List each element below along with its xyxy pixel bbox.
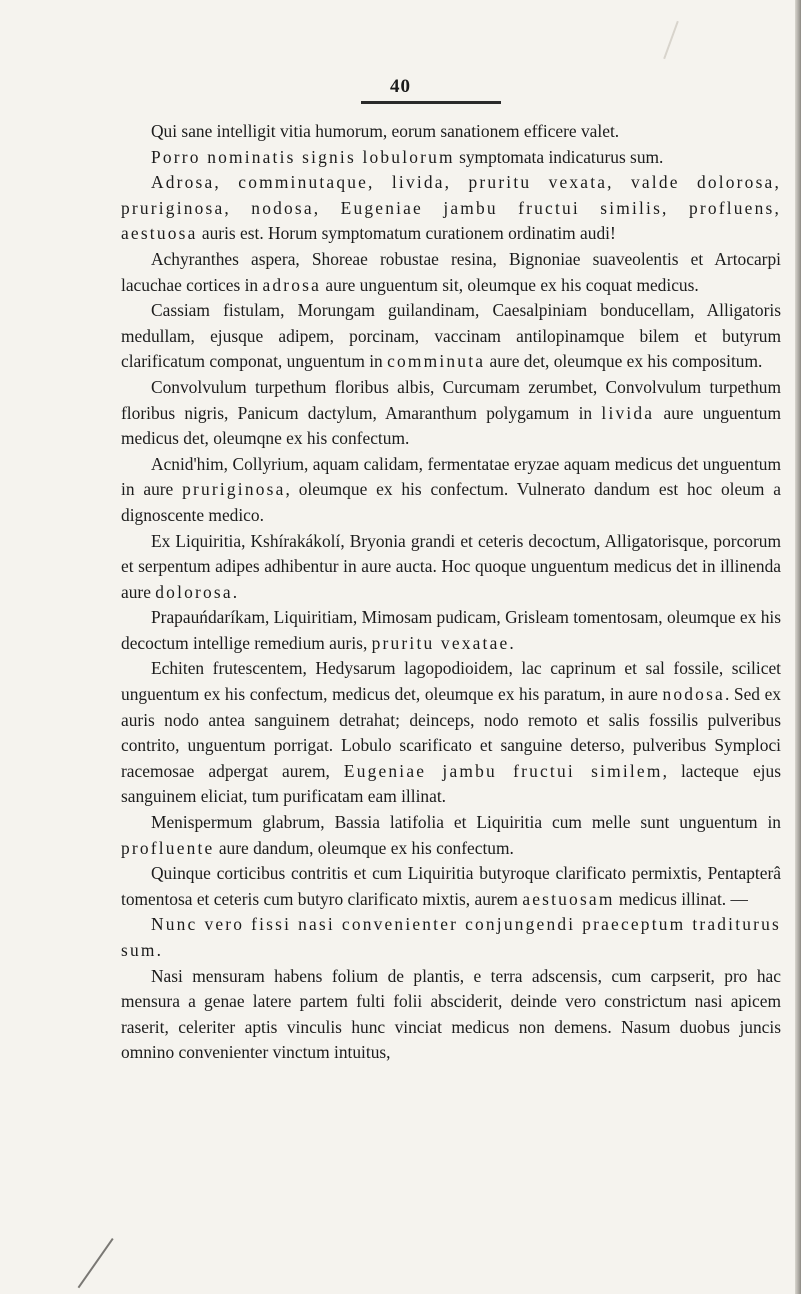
paragraph-text: Nasi mensuram habens folium de plantis, e terra adscensis, cum carpserit, pro hac mensura a genae latere partem fulti folii absciderit, deinde vero constrictum nasi apicem raserit, celeriter aptis vinculis hunc vinciat medicus non demens. Nasum duobus juncis omnino convenienter vinctum intuitus,	[121, 965, 781, 1063]
paragraph-p2	[121, 145, 781, 171]
spaced-emphasis-text: comminuta	[387, 351, 486, 372]
paragraph-p13	[121, 912, 781, 963]
spaced-emphasis-text: pruritu vexatae	[371, 632, 510, 653]
paragraph-text: aure unguentum sit, oleumque ex his coquat medicus.	[321, 274, 699, 295]
paragraph-text: Prapauńdaríkam, Liquiritiam, Mimosam pudicam, Grisleam tomentosam, oleumque ex his decoctum intellige remedium auris,	[121, 607, 781, 653]
spaced-emphasis-text: pruriginosa	[182, 479, 286, 500]
paragraph-text: aure det, oleumque ex his compositum.	[485, 351, 763, 372]
paragraph-p4	[121, 247, 781, 298]
paragraph-p9	[121, 605, 781, 656]
paragraph-p6	[121, 375, 781, 452]
paragraph-p3	[121, 170, 781, 247]
paragraph-p7	[121, 452, 781, 529]
paragraph-text: Acnid'him, Collyrium, aquam calidam, fermentatae eryzae aquam medicus det unguentum in aure	[121, 453, 781, 500]
paragraph-text: .	[509, 632, 514, 653]
spaced-emphasis-text: adrosa	[262, 274, 322, 295]
paragraph-text: . Sed ex auris nodo antea sanguinem detrahat; deinceps, nodo remoto et salis fossilis pulveribus contrito, unguentum porrigat. Lobulo scarificato et sanguine deterso, pulveribus Symploci racemosae adpergat aurem,	[121, 684, 781, 781]
paragraph-p10	[121, 656, 781, 810]
header-rule	[361, 101, 501, 104]
paragraph-text: Ex Liquiritia, Kshírakákolí, Bryonia grandi et ceteris decoctum, Alligatorisque, porcorum et serpentum adipes adhibentur in aure aucta. Hoc quoque unguentum medicus det in illinenda aure	[121, 530, 781, 602]
page-number: 40	[390, 76, 411, 97]
page-edge	[795, 0, 801, 1294]
corner-pencil-stroke	[78, 1238, 114, 1288]
paragraph-text: Convolvulum turpethum floribus albis, Curcumam zerumbet, Convolvulum turpethum floribus nigris, Panicum dactylum, Amaranthum polygamum in	[121, 376, 781, 423]
paragraph-text: .	[232, 581, 238, 602]
spaced-emphasis-text: dolorosa	[155, 581, 233, 602]
spaced-emphasis-text: aestuosam	[522, 888, 615, 909]
paragraph-text: Quinque corticibus contritis et cum Liquiritia butyroque clarificato permixtis, Pentapterâ tomentosa et ceteris cum butyro clarificato mixtis, aurem	[121, 863, 781, 909]
spaced-emphasis-text: livida	[601, 402, 655, 423]
pencil-mark	[663, 21, 679, 59]
paragraph-p14	[121, 964, 781, 1066]
paragraph-text: auris est. Horum symptomatum curationem ordinatim audi!	[197, 223, 616, 244]
paragraph-text: symptomata indicaturus sum.	[454, 146, 664, 167]
spaced-emphasis-text: Eugeniae jambu fructui similem	[343, 760, 663, 781]
paragraph-text: aure unguentum medicus det, oleumqne ex his confectum.	[121, 402, 781, 449]
paragraph-p1	[121, 119, 781, 145]
paragraph-text: aure dandum, oleumque ex his confectum.	[214, 837, 514, 858]
paragraph-text: Qui sane intelligit vitia humorum, eorum sanationem efficere valet.	[151, 121, 620, 141]
paragraph-text: Cassiam fistulam, Morungam guilandinam, Caesalpiniam bonducellam, Alligatoris medullam, ejusque adipem, porcinam, vaccinam antilopinamque bilem et butyrum clarificatum componat, unguentum in	[121, 300, 781, 372]
paragraph-text: medicus illinat. —	[614, 888, 748, 909]
paragraph-p8	[121, 529, 781, 606]
paragraph-p5	[121, 298, 781, 375]
paragraph-p11	[121, 810, 781, 861]
paragraph-text: Menispermum glabrum, Bassia latifolia et Liquiritia cum melle sunt unguentum in	[151, 812, 781, 833]
spaced-emphasis-text: nodosa	[662, 684, 725, 705]
paragraph-text: , lacteque ejus sanguinem eliciat, tum purificatam eam illinat.	[121, 760, 781, 807]
paragraph-text: , oleumque ex his confectum. Vulnerato dandum est hoc oleum a dignoscente medico.	[121, 479, 781, 525]
body-text	[121, 119, 781, 1066]
paragraph-text: Achyranthes aspera, Shoreae robustae resina, Bignoniae suaveolentis et Artocarpi lacuchae cortices in	[121, 248, 781, 295]
spaced-emphasis-text: Porro nominatis signis lobulorum	[151, 146, 455, 167]
spaced-emphasis-text: profluente	[121, 837, 215, 858]
spaced-emphasis-text: Nunc vero fissi nasi convenienter conjungendi praeceptum traditurus sum.	[121, 914, 781, 960]
spaced-emphasis-text: Adrosa, comminutaque, livida, pruritu vexata, valde dolorosa, pruriginosa, nodosa, Eugeniae jambu fructui similis, profluens, aestuosa	[121, 172, 781, 244]
paragraph-p12	[121, 861, 781, 912]
paragraph-text: Echiten frutescentem, Hedysarum lagopodioidem, lac caprinum et sal fossile, scilicet unguentum ex his confectum, medicus det, oleumque ex his paratum, in aure	[121, 658, 781, 705]
